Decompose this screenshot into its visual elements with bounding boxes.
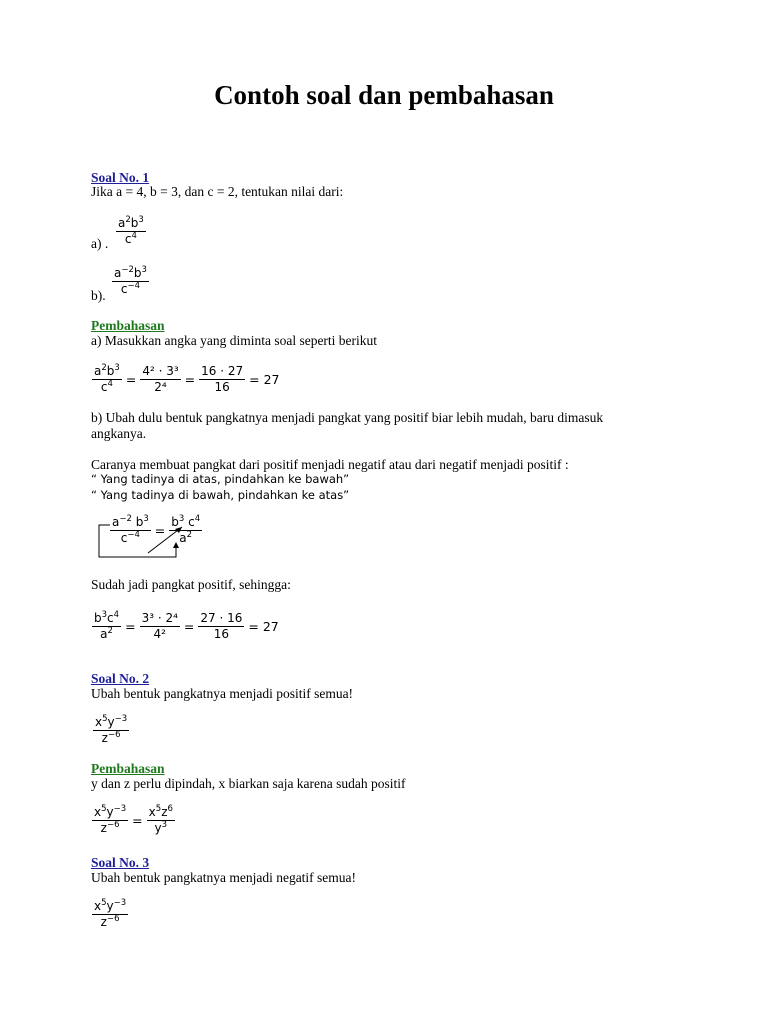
quote-1: “ Yang tadinya di atas, pindahkan ke bawah” (91, 472, 350, 486)
soal-3-heading: Soal No. 3 (91, 855, 150, 870)
calc-a-step1-den: 2⁴ (154, 380, 167, 394)
expr-2: $\frac{x^5y^{-3}}{z^{-6}}$ (95, 714, 128, 745)
soal-1-a-label: a) . (91, 236, 109, 251)
calc-b-step1-num: 3³ · 2⁴ (141, 611, 178, 625)
calc-a-step2-den: 16 (214, 380, 230, 394)
sudah-text: Sudah jadi pangkat positif, sehingga: (91, 577, 291, 592)
soal-1-pembahasan-heading: Pembahasan (91, 318, 165, 333)
calc-b-step2-den: 16 (213, 627, 230, 641)
expr-3: $\frac{x^5y^{-3}}{z^{-6}}$ (94, 898, 127, 929)
page-title: Contoh soal dan pembahasan (214, 80, 554, 110)
exponent-move-diagram: $\frac{a^{-2} b^3}{c^{-4}}$ = $\frac{b^3 c^4}{a^2}$ (96, 513, 206, 563)
soal-2-pembahasan-heading: Pembahasan (91, 761, 165, 776)
calc-a-step2-num: 16 · 27 (201, 364, 244, 378)
soal-1-b-label: b). (91, 288, 106, 303)
caranya-text: Caranya membuat pangkat dari positif menjadi negatif atau dari negatif menjadi positif : (91, 457, 569, 472)
calc-2: $\frac{x^5y^{-3}}{z^{-6}}$ = $\frac{x^5z^6}{y^3}$ (94, 804, 173, 835)
pembahasan-b-line1: b) Ubah dulu bentuk pangkatnya menjadi pangkat yang positif biar lebih mudah, baru dimasuk (91, 410, 604, 425)
expr-1a: $\frac{a^2b^3}{c^4}$ (118, 215, 144, 246)
calc-b: $\frac{b^3c^4}{a^2}$ = $\frac{\text{3³ · 2⁴}}{\text{4²}}$ = $\frac{27 \cdot 16}{16}$ = 27 (94, 610, 279, 641)
quote-2: “ Yang tadinya di bawah, pindahkan ke atas” (91, 488, 350, 502)
soal-1-pembahasan-a: a) Masukkan angka yang diminta soal seperti berikut (91, 333, 378, 348)
soal-1-heading: Soal No. 1 (91, 170, 150, 185)
soal-1-prompt: Jika a = 4, b = 3, dan c = 2, tentukan nilai dari: (91, 184, 344, 199)
expr-1b: $\frac{a^{-2}b^3}{c^{-4}}$ (114, 265, 147, 296)
calc-a-result: 27 (263, 372, 280, 387)
calc-a-step1-num: 4² · 3³ (142, 364, 179, 378)
soal-2-prompt: Ubah bentuk pangkatnya menjadi positif semua! (91, 686, 354, 701)
calc-b-step1-den: 4² (153, 627, 166, 641)
soal-2-pembahasan-text: y dan z perlu dipindah, x biarkan saja karena sudah positif (91, 776, 406, 791)
calc-a: $\frac{a^2b^3}{c^4}$ = $\frac{\text{4² · 3³}}{\text{2⁴}}$ = $\frac{16 \cdot 27}{16}$ = 27 (94, 363, 280, 394)
soal-3-prompt: Ubah bentuk pangkatnya menjadi negatif semua! (91, 870, 357, 885)
calc-b-step2-num: 27 · 16 (200, 611, 243, 625)
pembahasan-b-line2: angkanya. (91, 426, 147, 441)
soal-2-heading: Soal No. 2 (91, 671, 150, 686)
calc-b-result: 27 (262, 619, 279, 634)
